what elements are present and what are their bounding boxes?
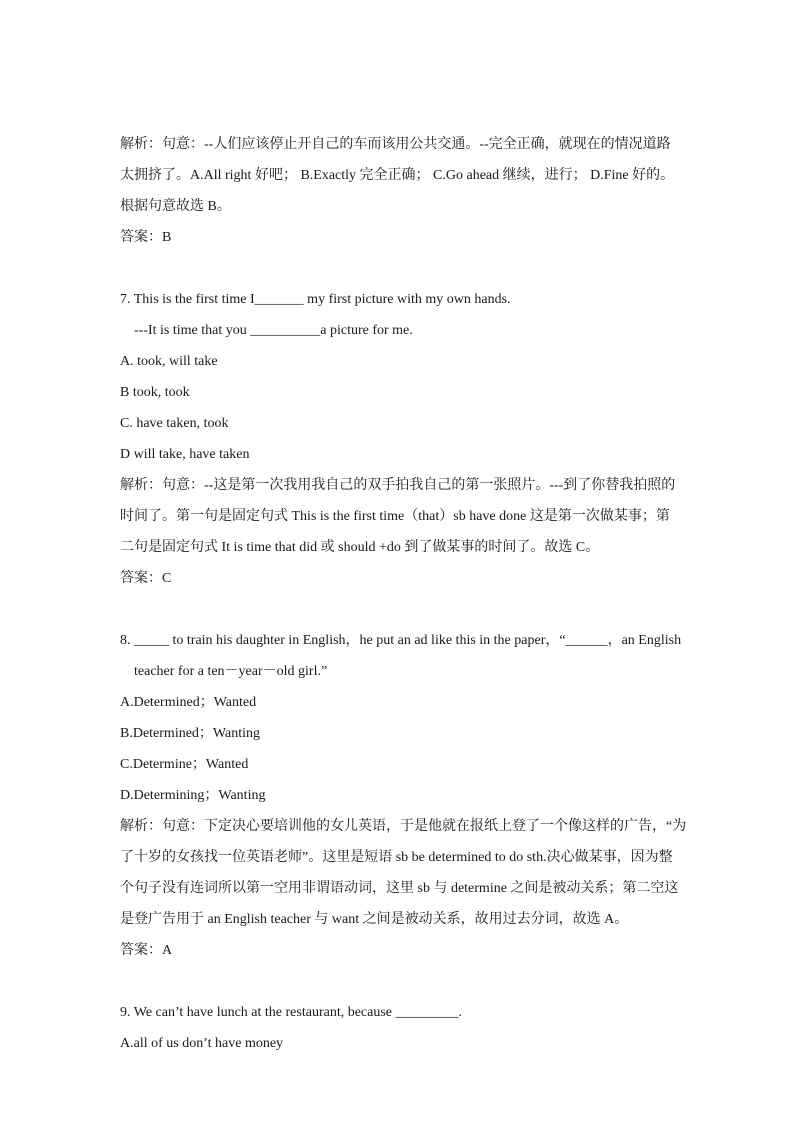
option-line: C.Determine；Wanted bbox=[120, 757, 249, 772]
explanation-line: 了十岁的女孩找一位英语老师”。这里是短语 sb be determined to do sth.决心做某事，因为整 bbox=[120, 850, 673, 865]
option-line: B took, took bbox=[120, 385, 190, 400]
option-line: C. have taken, took bbox=[120, 416, 229, 431]
answer-line: 答案：B bbox=[120, 230, 172, 245]
explanation-line: 太拥挤了。A.All right 好吧； B.Exactly 完全正确； C.Go ahead 继续，进行； D.Fine 好的。 bbox=[120, 168, 675, 183]
option-line: B.Determined；Wanting bbox=[120, 726, 261, 741]
explanation-line: 时间了。第一句是固定句式 This is the first time（that）sb have done 这是第一次做某事；第 bbox=[120, 509, 670, 524]
explanation-line: 解析：句意：--这是第一次我用我自己的双手拍我自己的第一张照片。---到了你替我拍照的 bbox=[120, 478, 676, 493]
option-line: D.Determining；Wanting bbox=[120, 788, 266, 803]
question-line: ---It is time that you __________a picture for me. bbox=[134, 323, 413, 338]
question-line: 7. This is the first time I_______ my first picture with my own hands. bbox=[120, 292, 511, 307]
answer-line: 答案：C bbox=[120, 571, 172, 586]
question-line: 8. _____ to train his daughter in English，he put an ad like this in the paper，“______，an English bbox=[120, 633, 682, 648]
option-line: D will take, have taken bbox=[120, 447, 250, 462]
question-line: 9. We can’t have lunch at the restaurant, because _________. bbox=[120, 1005, 463, 1020]
explanation-line: 是登广告用于 an English teacher 与 want 之间是被动关系，故用过去分词，故选 A。 bbox=[120, 912, 629, 927]
option-line: A.all of us don’t have money bbox=[120, 1036, 284, 1051]
question-line: teacher for a ten－year－old girl.” bbox=[134, 664, 328, 679]
explanation-line: 根据句意故选 B。 bbox=[120, 199, 231, 214]
explanation-line: 二句是固定句式 It is time that did 或 should +do 到了做某事的时间了。故选 C。 bbox=[120, 540, 600, 555]
option-line: A.Determined；Wanted bbox=[120, 695, 257, 710]
explanation-line: 解析：句意：--人们应该停止开自己的车而该用公共交通。--完全正确，就现在的情况道路 bbox=[120, 137, 671, 152]
explanation-line: 个句子没有连词所以第一空用非谓语动词，这里 sb 与 determine 之间是被动关系；第二空这 bbox=[120, 881, 679, 896]
option-line: A. took, will take bbox=[120, 354, 218, 369]
explanation-line: 解析：句意：下定决心要培训他的女儿英语，于是他就在报纸上登了一个像这样的广告，“为 bbox=[120, 819, 687, 834]
answer-line: 答案：A bbox=[120, 943, 173, 958]
